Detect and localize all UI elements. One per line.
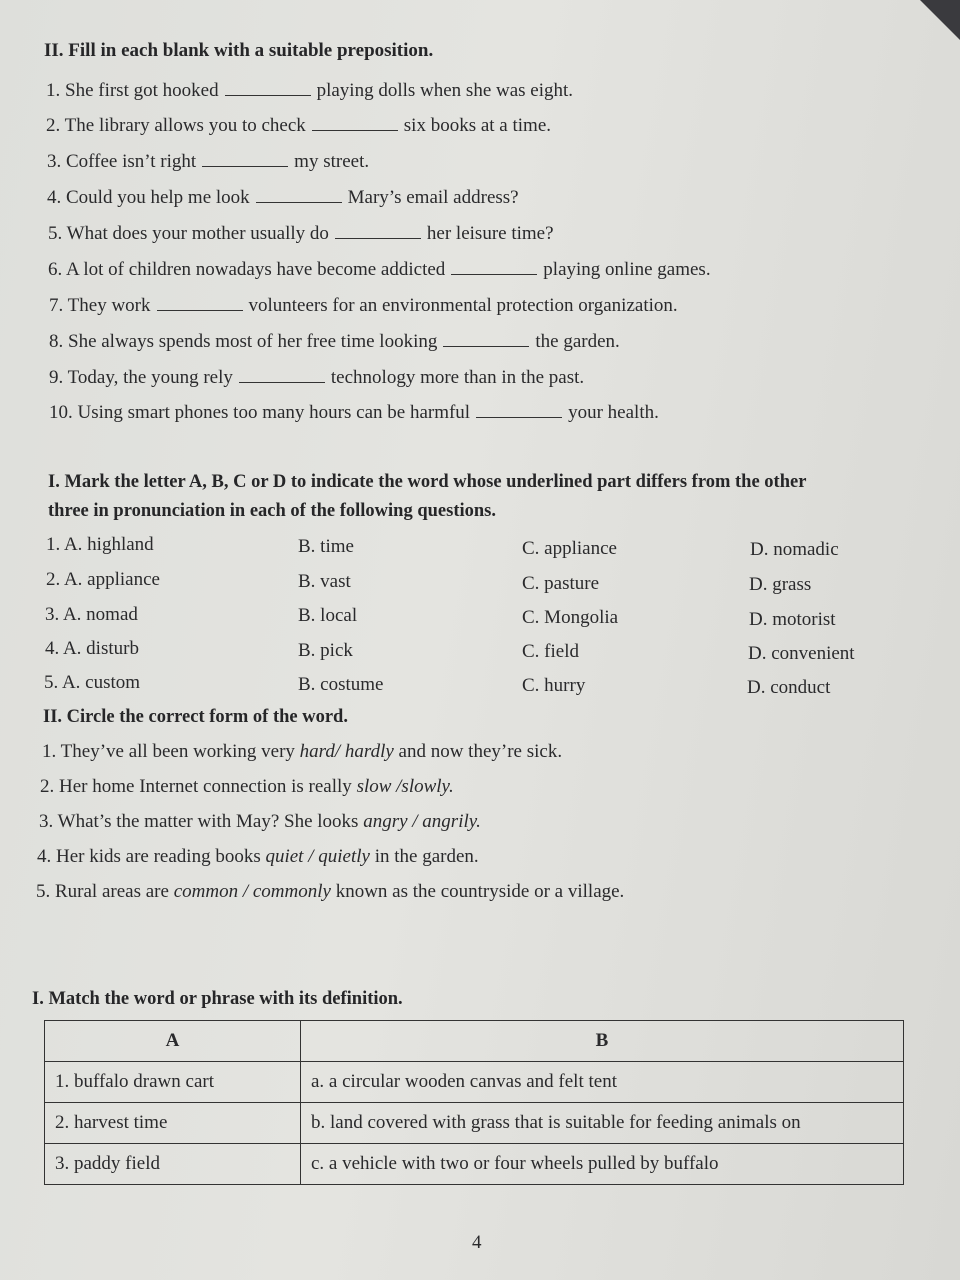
answer-blank[interactable] xyxy=(225,94,311,96)
item-text-after: known as the countryside or a village. xyxy=(330,881,625,902)
item-text-after: her leisure time? xyxy=(426,223,554,244)
word-form-heading: II. Circle the correct form of the word. xyxy=(43,707,348,727)
item-text-after: your health. xyxy=(568,402,659,423)
matching-heading: I. Match the word or phrase with its definition. xyxy=(32,989,403,1009)
option-a[interactable]: 3. A. nomad xyxy=(45,604,138,625)
word-form-item xyxy=(36,881,624,903)
item-text-before: 4. Her kids are reading books xyxy=(37,846,266,867)
item-text-before: 5. Rural areas are xyxy=(36,881,174,902)
answer-blank[interactable] xyxy=(476,416,562,418)
item-text-before: 10. Using smart phones too many hours can be harmful xyxy=(49,402,471,423)
item-text-after: playing dolls when she was eight. xyxy=(316,80,574,101)
term-cell[interactable]: 2. harvest time xyxy=(45,1103,301,1144)
option-c[interactable]: C. appliance xyxy=(522,538,617,559)
preposition-item xyxy=(46,115,551,137)
word-form-item xyxy=(39,811,481,833)
item-text-after: the garden. xyxy=(535,331,620,352)
column-b-header: B xyxy=(301,1021,904,1062)
word-form-item xyxy=(40,776,454,798)
option-a[interactable]: 2. A. appliance xyxy=(46,569,160,590)
item-text-after: playing online games. xyxy=(543,259,711,280)
item-text-before: 5. What does your mother usually do xyxy=(48,223,329,244)
word-choice[interactable]: quiet / quietly xyxy=(265,846,370,867)
item-text-after: technology more than in the past. xyxy=(330,367,585,388)
item-text-before: 3. What’s the matter with May? She looks xyxy=(39,811,364,832)
pronunciation-heading-line-1: I. Mark the letter A, B, C or D to indicate the word whose underlined part differs from the other xyxy=(48,472,807,492)
item-text-before: 8. She always spends most of her free time looking xyxy=(49,331,438,352)
answer-blank[interactable] xyxy=(443,345,529,347)
table-header-row xyxy=(45,1021,904,1062)
page-corner-shadow xyxy=(920,0,960,40)
item-text-after: in the garden. xyxy=(369,846,479,867)
option-d[interactable]: D. convenient xyxy=(748,643,855,664)
item-text-before: 6. A lot of children nowadays have become addicted xyxy=(48,259,446,280)
preposition-item xyxy=(48,259,711,281)
preposition-item xyxy=(49,295,678,317)
option-c[interactable]: C. Mongolia xyxy=(522,607,619,628)
item-text-before: 7. They work xyxy=(49,295,151,316)
item-text-after: and now they’re sick. xyxy=(393,741,563,762)
preposition-item xyxy=(49,367,584,389)
prepositions-heading: II. Fill in each blank with a suitable preposition. xyxy=(44,40,434,61)
preposition-item xyxy=(48,223,554,245)
option-a[interactable]: 1. A. highland xyxy=(46,534,154,555)
preposition-item xyxy=(49,402,659,424)
option-c[interactable]: C. pasture xyxy=(522,573,600,594)
table-row xyxy=(45,1103,904,1144)
option-b[interactable]: B. vast xyxy=(298,571,351,592)
pronunciation-heading-line-2: three in pronunciation in each of the following questions. xyxy=(48,501,496,521)
word-choice[interactable]: common / commonly xyxy=(173,881,331,902)
item-text-before: 2. Her home Internet connection is really xyxy=(40,776,357,797)
term-cell[interactable]: 3. paddy field xyxy=(45,1144,301,1185)
definition-cell[interactable]: c. a vehicle with two or four wheels pulled by buffalo xyxy=(301,1144,904,1185)
answer-blank[interactable] xyxy=(256,201,342,203)
table-row xyxy=(45,1062,904,1103)
option-d[interactable]: D. nomadic xyxy=(750,539,839,560)
option-a[interactable]: 5. A. custom xyxy=(44,672,141,693)
item-text-before: 9. Today, the young rely xyxy=(49,367,233,388)
definition-cell[interactable]: b. land covered with grass that is suitable for feeding animals on xyxy=(301,1103,904,1144)
answer-blank[interactable] xyxy=(157,309,243,311)
answer-blank[interactable] xyxy=(312,129,398,131)
term-cell[interactable]: 1. buffalo drawn cart xyxy=(45,1062,301,1103)
preposition-item xyxy=(47,187,519,209)
item-text-before: 2. The library allows you to check xyxy=(46,115,306,136)
option-a[interactable]: 4. A. disturb xyxy=(45,638,139,659)
item-text-after: Mary’s email address? xyxy=(347,187,519,208)
option-b[interactable]: B. local xyxy=(298,605,358,626)
item-text-after: my street. xyxy=(294,151,370,172)
item-text-before: 1. She first got hooked xyxy=(46,80,219,101)
answer-blank[interactable] xyxy=(451,273,537,275)
option-d[interactable]: D. motorist xyxy=(749,609,836,630)
answer-blank[interactable] xyxy=(239,381,325,383)
item-text-before: 3. Coffee isn’t right xyxy=(47,151,197,172)
page-number: 4 xyxy=(472,1232,482,1253)
option-d[interactable]: D. conduct xyxy=(747,677,831,698)
option-c[interactable]: C. field xyxy=(522,641,579,662)
preposition-item xyxy=(49,331,620,353)
item-text-after: volunteers for an environmental protection organization. xyxy=(248,295,678,316)
word-choice[interactable]: slow /slowly. xyxy=(356,776,454,797)
preposition-item xyxy=(46,80,573,102)
word-choice[interactable]: angry / angrily. xyxy=(363,811,481,832)
word-choice[interactable]: hard/ hardly xyxy=(299,741,394,762)
word-form-item xyxy=(37,846,479,868)
item-text-after: six books at a time. xyxy=(403,115,552,136)
answer-blank[interactable] xyxy=(202,165,288,167)
option-d[interactable]: D. grass xyxy=(749,574,812,595)
matching-table xyxy=(44,1020,904,1185)
option-c[interactable]: C. hurry xyxy=(522,675,586,696)
option-b[interactable]: B. time xyxy=(298,536,354,557)
definition-cell[interactable]: a. a circular wooden canvas and felt tent xyxy=(301,1062,904,1103)
option-b[interactable]: B. costume xyxy=(298,674,384,695)
table-row xyxy=(45,1144,904,1185)
column-a-header: A xyxy=(45,1021,301,1062)
preposition-item xyxy=(47,151,369,173)
item-text-before: 4. Could you help me look xyxy=(47,187,250,208)
word-form-item xyxy=(42,741,562,763)
option-b[interactable]: B. pick xyxy=(298,640,353,661)
item-text-before: 1. They’ve all been working very xyxy=(42,741,300,762)
answer-blank[interactable] xyxy=(335,237,421,239)
